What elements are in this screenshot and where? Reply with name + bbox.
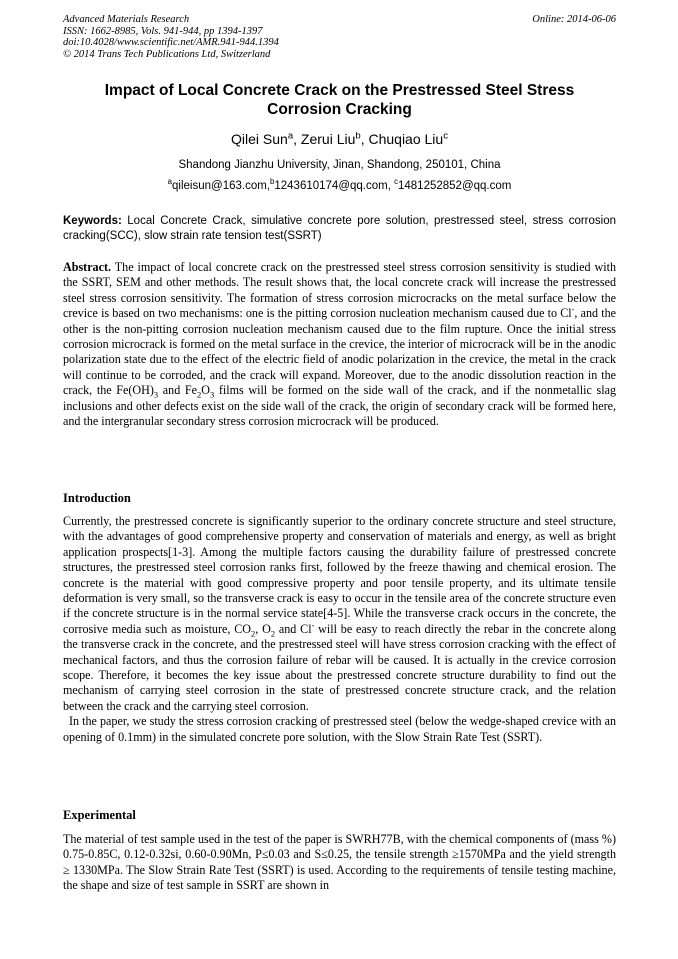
author-sup: b (355, 130, 361, 142)
introduction-body: Currently, the prestressed concrete is significantly superior to the ordinary concrete structure and steel structure, with the advantages of good comprehensive property and conservation of materials and energy, as well as bright application prospects[1-3]. Among the multiple factors causing the durability failure of prestressed concrete structures, the prestressed steel corrosion ranks first, followed by the freeze thawing and chemical erosion. The concrete is the material with good compressive property and poor tensile property, and its ultimate tensile deformation is very small, so the transverse crack is easy to occur in the tensile area of the concrete structure even if the concrete structure is in the normal service state[4-5]. While the transverse crack occurs in the concrete, the corrosive media such as moisture, $CO_2$, $O_2$ and Cl- will be easy to reach directly the rebar in the concrete along the transverse crack in the concrete, and the prestressed steel will have stress corrosion cracking with the effect of mechanical factors, and thus the corrosion failure of rebar will be caused. It is actually in the crevice corrosion scope. Therefore, it becomes the key issue about the prestressed concrete structure durability to find out the mechanism of carrying steel corrosion in the state of prestressed concrete structure crack, and the relation between the crack and the carrying steel corrosion. In the paper, we study the stress corrosion cracking of prestressed steel (below the wedge-shaped crevice with an opening of 0.1mm) in the simulated concrete pore solution, with the Slow Strain Rate Test (SSRT). (63, 514, 617, 744)
email-address: qileisun@163.com (172, 180, 267, 192)
journal-header (63, 14, 616, 60)
abstract-text: films will be formed on the side wall of the crack, and if the nonmetallic slag inclusions and other defects exist on the side wall of the crack, the origin of secondary crack will be formed here, and the intergranular secondary stress corrosion microcrack will be produced. (63, 383, 616, 429)
author-name: Qilei Sun (231, 131, 288, 147)
section-heading-experimental: Experimental (63, 808, 136, 822)
abstract-text: , and the other is the non-pitting corrosion nucleation mechanism caused due to the film rupture. Once the initial stress corrosion microcrack is formed on the metal surface in the crevice, the interior of microcrack will be in the anodic polarization state due to the effect of the electric field of anodic polarization in the crevice, the metal in the crack will continue to be corroded, and the crack will expand. Moreover, due to the anodic dissolution reaction in the crack, the Fe(OH) (63, 306, 617, 398)
author-sup: a (287, 130, 294, 142)
experimental-body: The material of test sample used in the test of the paper is SWRH77B, with the chemical components of (mass %) 0.75-0.85C, 0.12-0.32si, 0.60-0.90Mn, P≤0.03 and S≤0.25, the tensile strength ≥1570MPa and the yield strength ≥ 1330MPa. The Slow Strain Rate Test (SSRT) is used. According to the requirements of tensile testing machine, the shape and size of test sample in SSRT are shown in (63, 832, 616, 893)
paper-title (63, 81, 616, 119)
email-list: $^a$qileisun@163.com,$^b$1243610174@qq.com, $^c$1481252852@qq.com (167, 177, 512, 192)
journal-name: Advanced Materials Research (63, 14, 190, 25)
intro-paragraph-2: In the paper, we study the stress corrosion cracking of prestressed steel (below the wedge-shaped crevice with an opening of 0.1mm) in the simulated concrete pore solution, with the Slow Strain Rate Test (SSRT). (63, 714, 616, 744)
keywords (63, 214, 616, 244)
author-sep: , (360, 131, 369, 147)
author-list (63, 130, 616, 148)
section-heading-introduction: Introduction (63, 491, 131, 505)
abstract-label: Abstract. (63, 260, 112, 274)
doi: doi:10.4028/www.scientific.net/AMR.941-944.1394 (63, 37, 279, 48)
title-line-2: Corrosion Cracking (267, 101, 412, 118)
issn: ISSN: 1662-8985, Vols. 941-944, pp 1394-1397 (63, 25, 263, 37)
title-line-1: Impact of Local Concrete Crack on the Prestressed Steel Stress (104, 82, 575, 99)
abstract: Abstract. The impact of local concrete crack on the prestressed steel stress corrosion sensitivity is studied with the SSRT, SEM and other methods. The result shows that, the local concrete crack will increase the prestressed steel stress corrosion sensitivity. The formation of stress corrosion microcracks on the metal surface below the crevice is based on two mechanisms: one is the pitting corrosion nucleation mechanism caused due to Cl-, and the other is the non-pitting corrosion nucleation mechanism caused due to the film rupture. Once the initial stress corrosion microcrack is formed on the metal surface in the crevice, the interior of microcrack will be in the anodic polarization state due to the effect of the electric field of anodic polarization in the crevice, the metal in the crack will continue to be corroded, and the crack will expand. Moreover, due to the anodic dissolution reaction in the crack, the $Fe(OH)_3$ and $Fe_2O_3$ films will be formed on the side wall of the crack, and if the nonmetallic slag inclusions and other defects exist on the side wall of the crack, the origin of secondary crack will be formed here, and the intergranular secondary stress corrosion microcrack will be produced. (63, 260, 617, 429)
email-sup: a (167, 177, 173, 187)
intro-text: will be easy to reach directly the rebar in the concrete along the transverse crack in the concrete, and the prestressed steel will have stress corrosion cracking with the effect of mechanical factors, and thus the corrosion failure of rebar will be caused. It is actually in the crevice corrosion scope. Therefore, it becomes the key issue about the prestressed concrete structure durability to find out the mechanism of carrying steel corrosion in the state of prestressed concrete structure crack, and the relation between the crack and the carrying steel corrosion. (63, 621, 617, 713)
email-sup: c (394, 177, 398, 187)
email-sup: b (270, 177, 275, 187)
intro-text: Currently, the prestressed concrete is significantly superior to the ordinary concrete structure and steel structure, with the advantages of good comprehensive property and conservation of materials and energy, as well as bright application prospects[1-3]. Among the multiple factors causing the durability failure of prestressed concrete structures, the prestressed steel corrosion ranks first, followed by the freeze thawing and chemical erosion. The concrete is the material with good compressive property and poor tensile property, and its ultimate tensile deformation is very small, so the transverse crack is easy to occur in the tensile area of the concrete structure even if the concrete structure is in the normal service state[4-5]. While the transverse crack occurs in the concrete, the corrosive media such as moisture, CO (63, 514, 616, 636)
copyright: © 2014 Trans Tech Publications Ltd, Switzerland (63, 48, 271, 60)
author-name: Chuqiao Liu (368, 131, 444, 147)
email-address: 1481252852@qq.com (398, 180, 512, 192)
abstract-text: The impact of local concrete crack on the prestressed steel stress corrosion sensitivity is studied with the SSRT, SEM and other methods. The result shows that, the local concrete crack will increase the prestressed steel stress corrosion sensitivity. The formation of stress corrosion microcracks on the metal surface below the crevice is based on two mechanisms: one is the pitting corrosion nucleation mechanism caused due to Cl (63, 260, 616, 321)
author-sep: , (293, 131, 301, 147)
keywords-label: Keywords: (63, 215, 122, 227)
online-date: Online: 2014-06-06 (532, 14, 616, 25)
email-address: 1243610174@qq.com (274, 180, 388, 192)
keywords-text: Local Concrete Crack, simulative concrete pore solution, prestressed steel, stress corrosion cracking(SCC), slow strain rate tension test(SSRT) (63, 215, 617, 242)
affiliation: Shandong Jianzhu University, Jinan, Shandong, 250101, China (178, 159, 501, 171)
author-name: Zerui Liu (300, 131, 356, 147)
author-sup: c (443, 130, 448, 142)
